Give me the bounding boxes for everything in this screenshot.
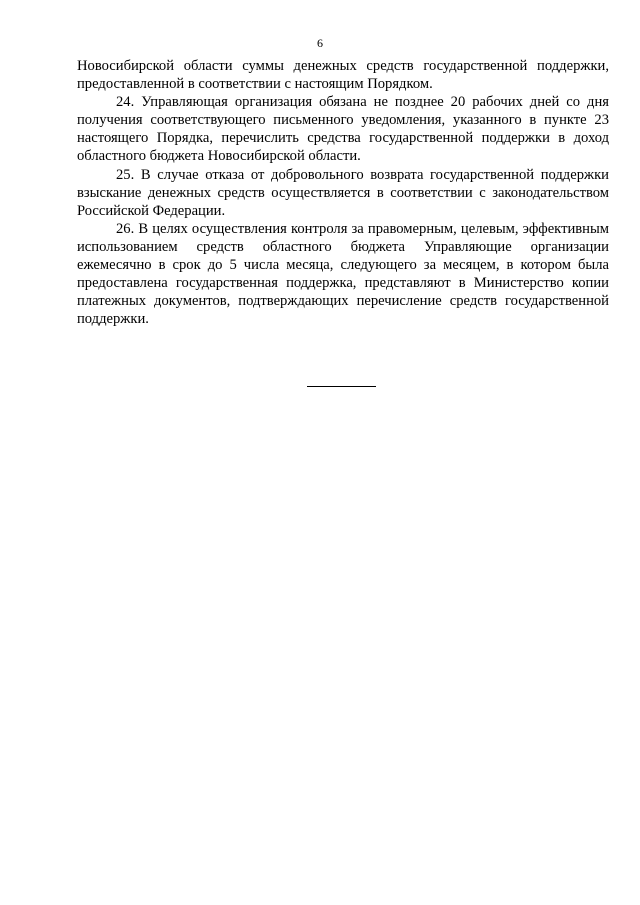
paragraph-continuation: Новосибирской области суммы денежных средств государственной поддержки, предоставленной в соответствии с настоящим Порядком. [77,58,609,93]
paragraph-item-26: 26. В целях осуществления контроля за правомерным, целевым, эффективным использованием средств областного бюджета Управляющие организации ежемесячно в срок до 5 числа месяца, следующего за месяцем, в котором была предоставлена государственная поддержка, представляют в Министерство копии платежных документов, подтверждающих перечисление средств государственной поддержки. [77,220,609,328]
document-body [77,57,609,328]
paragraph-item-24: 24. Управляющая организация обязана не позднее 20 рабочих дней со дня получения соответствующего письменного уведомления, указанного в пункте 23 настоящего Порядка, перечислить средства государственной поддержки в доход областного бюджета Новосибирской области. [77,94,609,165]
paragraph-item-25: 25. В случае отказа от добровольного возврата государственной поддержки взыскание денежных средств осуществляется в соответствии с законодательством Российской Федерации. [77,166,609,219]
page-number: 6 [317,36,323,50]
end-of-document-rule [307,386,376,387]
